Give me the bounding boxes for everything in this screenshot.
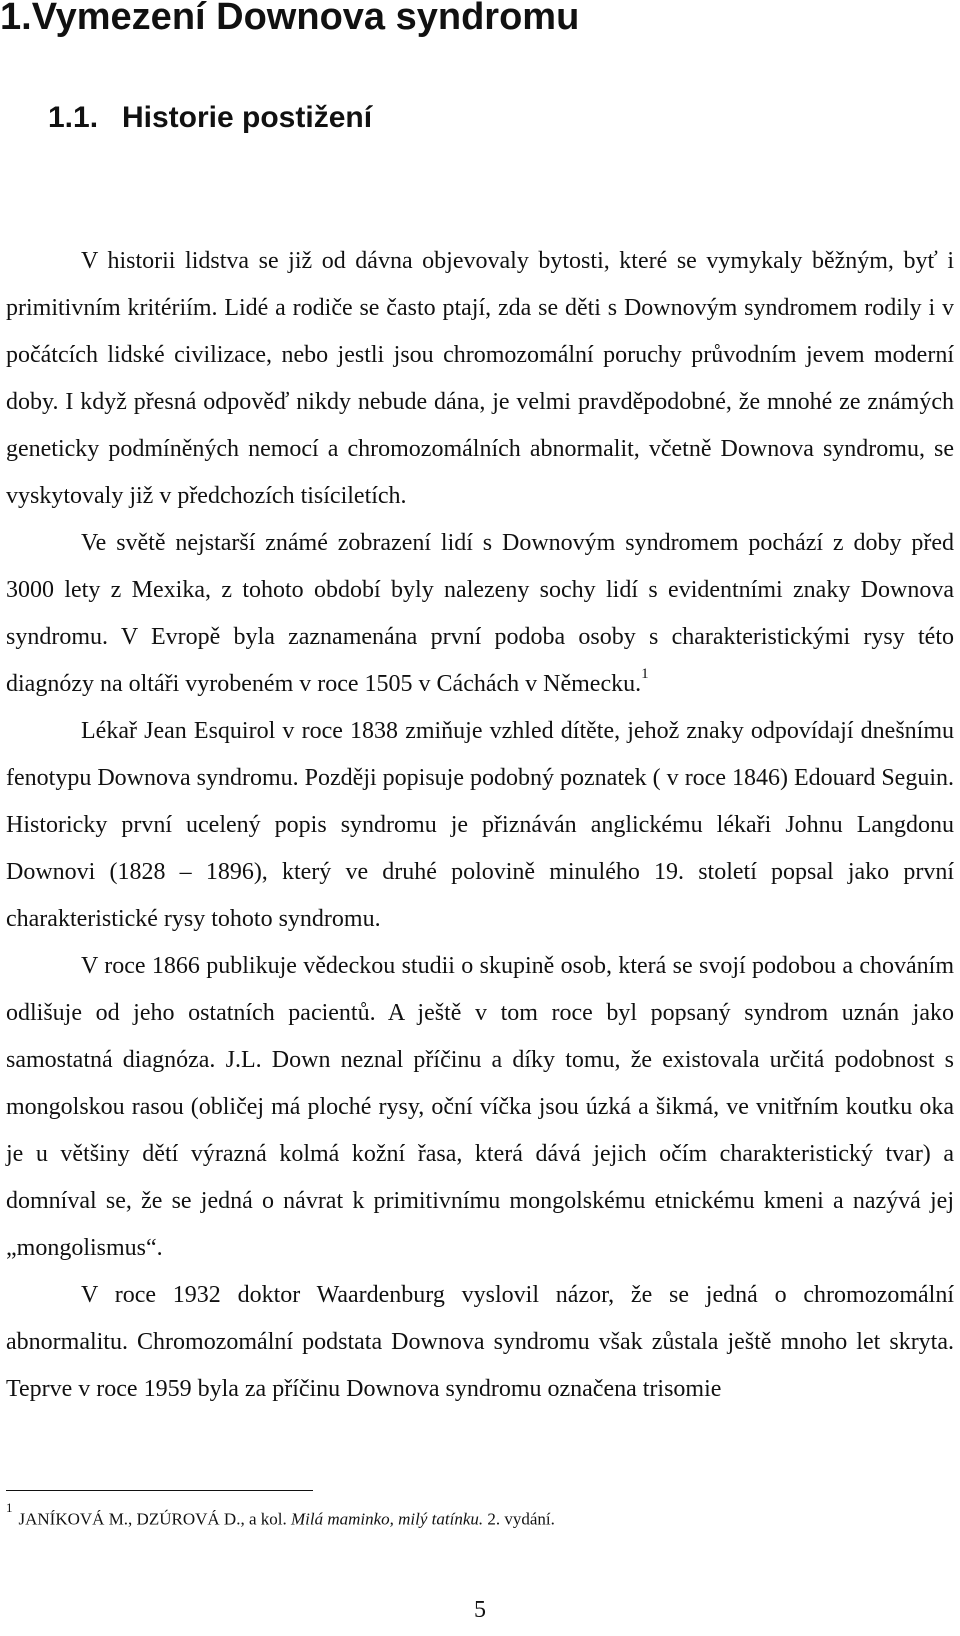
paragraph xyxy=(6,520,954,708)
paragraph: V roce 1932 doktor Waardenburg vyslovil názor, že se jedná o chromozomální abnormalitu. Chromozomální podstata Downova syndromu však zůstala ještě mnoho let skryta. Teprve v roce 1959 byla za příčinu Downova syndromu označena trisomie xyxy=(6,1282,954,1402)
paragraph: V roce 1866 publikuje vědeckou studii o skupině osob, která se svojí podobou a chováním odlišuje od jeho ostatních pacientů. A ještě v tom roce byl popsaný syndrom uznán jako samostatná diagnóza. J.L. Down neznal příčinu a díky tomu, že existovala určitá podobnost s mongolskou rasou (obličej má ploché rysy, oční víčka jsou úzká a šikmá, ve vnitřním koutku oka je u většiny dětí výrazná kolmá kožní řasa, která dává jejich očím charakteristický tvar) a domníval se, že se jedná o návrat k primitivnímu mongolskému etnickému kmeni a nazývá jej „mongolismus“. xyxy=(6,953,954,1261)
footnote-reference[interactable]: 1 xyxy=(641,666,649,682)
footnote-separator xyxy=(6,1490,313,1491)
chapter-heading: 1.Vymezení Downova syndromu xyxy=(0,0,580,38)
footnote-marker: 1 xyxy=(6,1500,13,1515)
body-text xyxy=(6,238,954,1413)
section-heading xyxy=(48,98,372,138)
section-title: Historie postižení xyxy=(122,101,373,134)
page-number: 5 xyxy=(474,1597,486,1623)
footnote-authors: JANÍKOVÁ M., DZÚROVÁ D., a kol. xyxy=(18,1509,287,1529)
section-number: 1.1. xyxy=(48,101,99,134)
footnote-title: Milá maminko, milý tatínku. xyxy=(290,1509,484,1529)
paragraph: Lékař Jean Esquirol v roce 1838 zmiňuje vzhled dítěte, jehož znaky odpovídají dnešnímu fenotypu Downova syndromu. Později popisuje podobný poznatek ( v roce 1846) Edouard Seguin. Historicky první ucelený popis syndromu je přiznáván anglickému lékaři Johnu Langdonu Downovi (1828 – 1896), který ve druhé polovině minulého 19. století popsal jako první charakteristické rysy tohoto syndromu. xyxy=(6,718,954,932)
footnote-edition: 2. vydání. xyxy=(487,1509,555,1529)
paragraph-text: Ve světě nejstarší známé zobrazení lidí s Downovým syndromem pochází z doby před 3000 lety z Mexika, z tohoto období byly nalezeny sochy lidí s evidentními znaky Downova syndromu. V Evropě byla zaznamenána první podoba osoby s charakteristickými rysy této diagnózy na oltáři vyrobeném v roce 1505 v Cáchách v Německu. xyxy=(6,530,954,697)
footnote xyxy=(6,1502,555,1532)
paragraph: V historii lidstva se již od dávna objevovaly bytosti, které se vymykaly běžným, byť i primitivním kritériím. Lidé a rodiče se často ptají, zda se děti s Downovým syndromem rodily i v počátcích lidské civilizace, nebo jestli jsou chromozomální poruchy průvodním jevem moderní doby. I když přesná odpověď nikdy nebude dána, je velmi pravděpodobné, že mnohé ze známých geneticky podmíněných nemocí a chromozomálních abnormalit, včetně Downova syndromu, se vyskytovaly již v předchozích tisíciletích. xyxy=(6,248,954,509)
